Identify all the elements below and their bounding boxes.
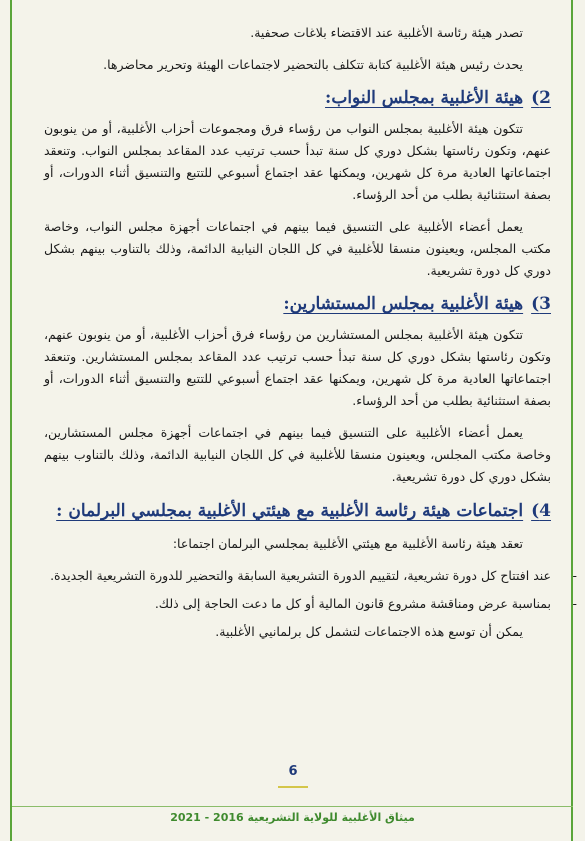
footer-divider: [12, 806, 573, 807]
bullet-list: [44, 565, 577, 615]
section-heading-2: [44, 86, 551, 110]
paragraph: تصدر هيئة رئاسة الأغلبية عند الاقتضاء بلاغات صحفية.: [250, 25, 523, 40]
document-body: [44, 22, 577, 653]
list-item-text: بمناسبة عرض ومناقشة مشروع قانون المالية أو كل ما دعت الحاجة إلى ذلك.: [154, 596, 551, 611]
section-title: اجتماعات هيئة رئاسة الأغلبية مع هيئتي الأغلبية بمجلسي البرلمان :: [56, 501, 524, 521]
list-item: [44, 565, 577, 587]
section-title: هيئة الأغلبية بمجلس المستشارين:: [283, 294, 524, 314]
page-number: 6: [278, 764, 308, 788]
section-number: 4): [531, 501, 551, 521]
section-title: هيئة الأغلبية بمجلس النواب:: [325, 88, 524, 108]
list-item: [44, 593, 577, 615]
paragraph: يمكن أن توسع هذه الاجتماعات لتشمل كل برلمانيي الأغلبية.: [215, 624, 523, 639]
section-number: 2): [531, 88, 551, 108]
paragraph: تتكون هيئة الأغلبية بمجلس النواب من رؤساء فرق ومجموعات أحزاب الأغلبية، أو من ينوبون عنهم، وتكون رئاستها بشكل دوري كل سنة تبدأ حسب ترتيب عدد المقاعد بمجلس النواب. وتنعقد اجتماعاتها العادية مرة كل شهرين، ويمكنها عقد اجتماع أسبوعي للتتبع والتنسيق أثناء الدورات، أو بصفة استثنائية بطلب من أحد الرؤساء.: [44, 121, 551, 202]
paragraph: يحدث رئيس هيئة الأغلبية كتابة تتكلف بالتحضير لاجتماعات الهيئة وتحرير محاضرها.: [103, 57, 523, 72]
section-number: 3): [531, 294, 551, 314]
paragraph: يعمل أعضاء الأغلبية على التنسيق فيما بينهم في اجتماعات أجهزة مجلس المستشارين، وخاصة مكتب المجلس، ويعينون منسقا للأغلبية في كل اللجان النيابية الدائمة، وذلك بالتناوب بينهم بشكل دوري كل دورة تشريعية.: [44, 425, 551, 484]
section-heading-4: [44, 498, 551, 525]
paragraph: تتكون هيئة الأغلبية بمجلس المستشارين من رؤساء فرق أحزاب الأغلبية، أو من ينوبون عنهم، وتكون رئاستها بشكل دوري كل سنة تبدأ حسب ترتيب عدد المقاعد بمجلس المستشارين. وتنعقد اجتماعاتها العادية مرة كل شهرين، ويمكنها عقد اجتماع أسبوعي للتتبع والتنسيق أثناء الدورات، أو بصفة استثنائية بطلب من أحد الرؤساء.: [44, 327, 551, 408]
paragraph: يعمل أعضاء الأغلبية على التنسيق فيما بينهم في اجتماعات أجهزة مجلس النواب، وخاصة مكتب المجلس، ويعينون منسقا للأغلبية في كل اللجان النيابية الدائمة، وذلك بالتناوب بينهم بشكل دوري كل دورة تشريعية.: [44, 219, 551, 278]
bullet-mark: -: [572, 568, 577, 583]
page-footer: ميثاق الأغلبية للولاية التشريعية 2016 - 2021: [170, 811, 415, 824]
section-heading-3: [44, 292, 551, 316]
bullet-mark: -: [572, 596, 577, 611]
list-item-text: عند افتتاح كل دورة تشريعية، لتقييم الدورة التشريعية السابقة والتحضير للدورة التشريعية الجديدة.: [50, 568, 551, 583]
paragraph: تعقد هيئة رئاسة الأغلبية مع هيئتي الأغلبية بمجلسي البرلمان اجتماعا:: [172, 536, 523, 551]
